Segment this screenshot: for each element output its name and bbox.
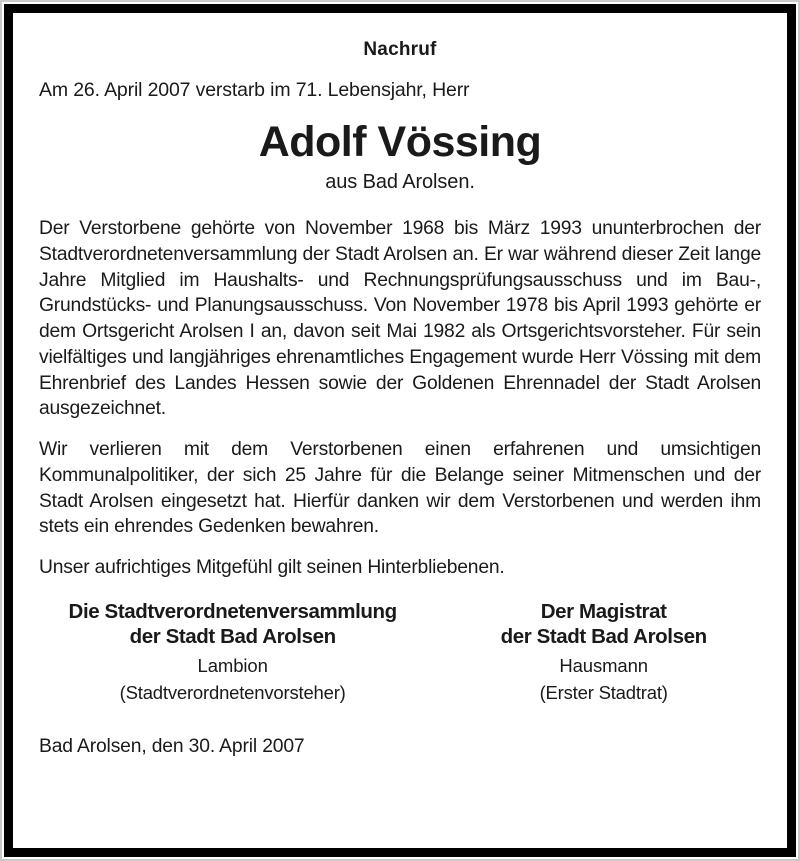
signature-org-line1: Der Magistrat [540,599,667,623]
signature-block-stadtverordnetenversammlung [29,599,436,706]
intro-line: Am 26. April 2007 verstarb im 71. Lebensjahr, Herr [39,79,470,101]
signature-org-line2: der Stadt Bad Arolsen [500,624,707,648]
signature-person-name: Lambion [197,654,268,676]
signature-row [33,599,767,706]
origin-line: aus Bad Arolsen. [325,171,475,194]
obituary-black-border [4,4,796,857]
notice-heading: Nachruf [363,39,437,60]
signature-person-role: (Erster Stadtrat) [539,681,668,703]
signature-org-line1: Die Stadtverordnetenversammlung [68,599,397,623]
signature-person-name: Hausmann [559,654,648,676]
obituary-content [13,13,787,848]
deceased-name: Adolf Vössing [258,118,542,166]
date-line: Bad Arolsen, den 30. April 2007 [39,735,305,757]
body-paragraph-3: Unser aufrichtiges Mitgefühl gilt seinen Hinterbliebenen. [39,557,505,579]
signature-block-magistrat [436,599,771,706]
body-paragraph-1: Der Verstorbene gehörte von November 1968 bis März 1993 ununterbrochen der Stadtverordnetenversammlung der Stadt Arolsen an. Er war während dieser Zeit lange Jahre Mitglied im Haushalts- und Rechnungsprüfungsausschuss und im Bau-, Grundstücks- und Planungsausschuss. Von November 1978 bis April 1993 gehörte er dem Ortsgericht Arolsen I an, davon seit Mai 1982 als Ortsgerichtsvorsteher. Für sein vielfältiges und langjähriges ehrenamtliches Engagement wurde Herr Vössing mit dem Ehrenbrief des Landes Hessen sowie der Goldenen Ehrennadel der Stadt Arolsen ausgezeichnet. [39,218,761,420]
body-paragraph-2: Wir verlieren mit dem Verstorbenen einen erfahrenen und umsichtigen Kommunalpolitiker, der sich 25 Jahre für die Belange seiner Mitmenschen und der Stadt Arolsen eingesetzt hat. Hierfür danken wir dem Verstorbenen und werden ihm stets ein ehrendes Gedenken bewahren. [39,439,761,538]
signature-person-role: (Stadtverordnetenvorsteher) [119,681,346,703]
signature-org-line2: der Stadt Bad Arolsen [129,624,336,648]
